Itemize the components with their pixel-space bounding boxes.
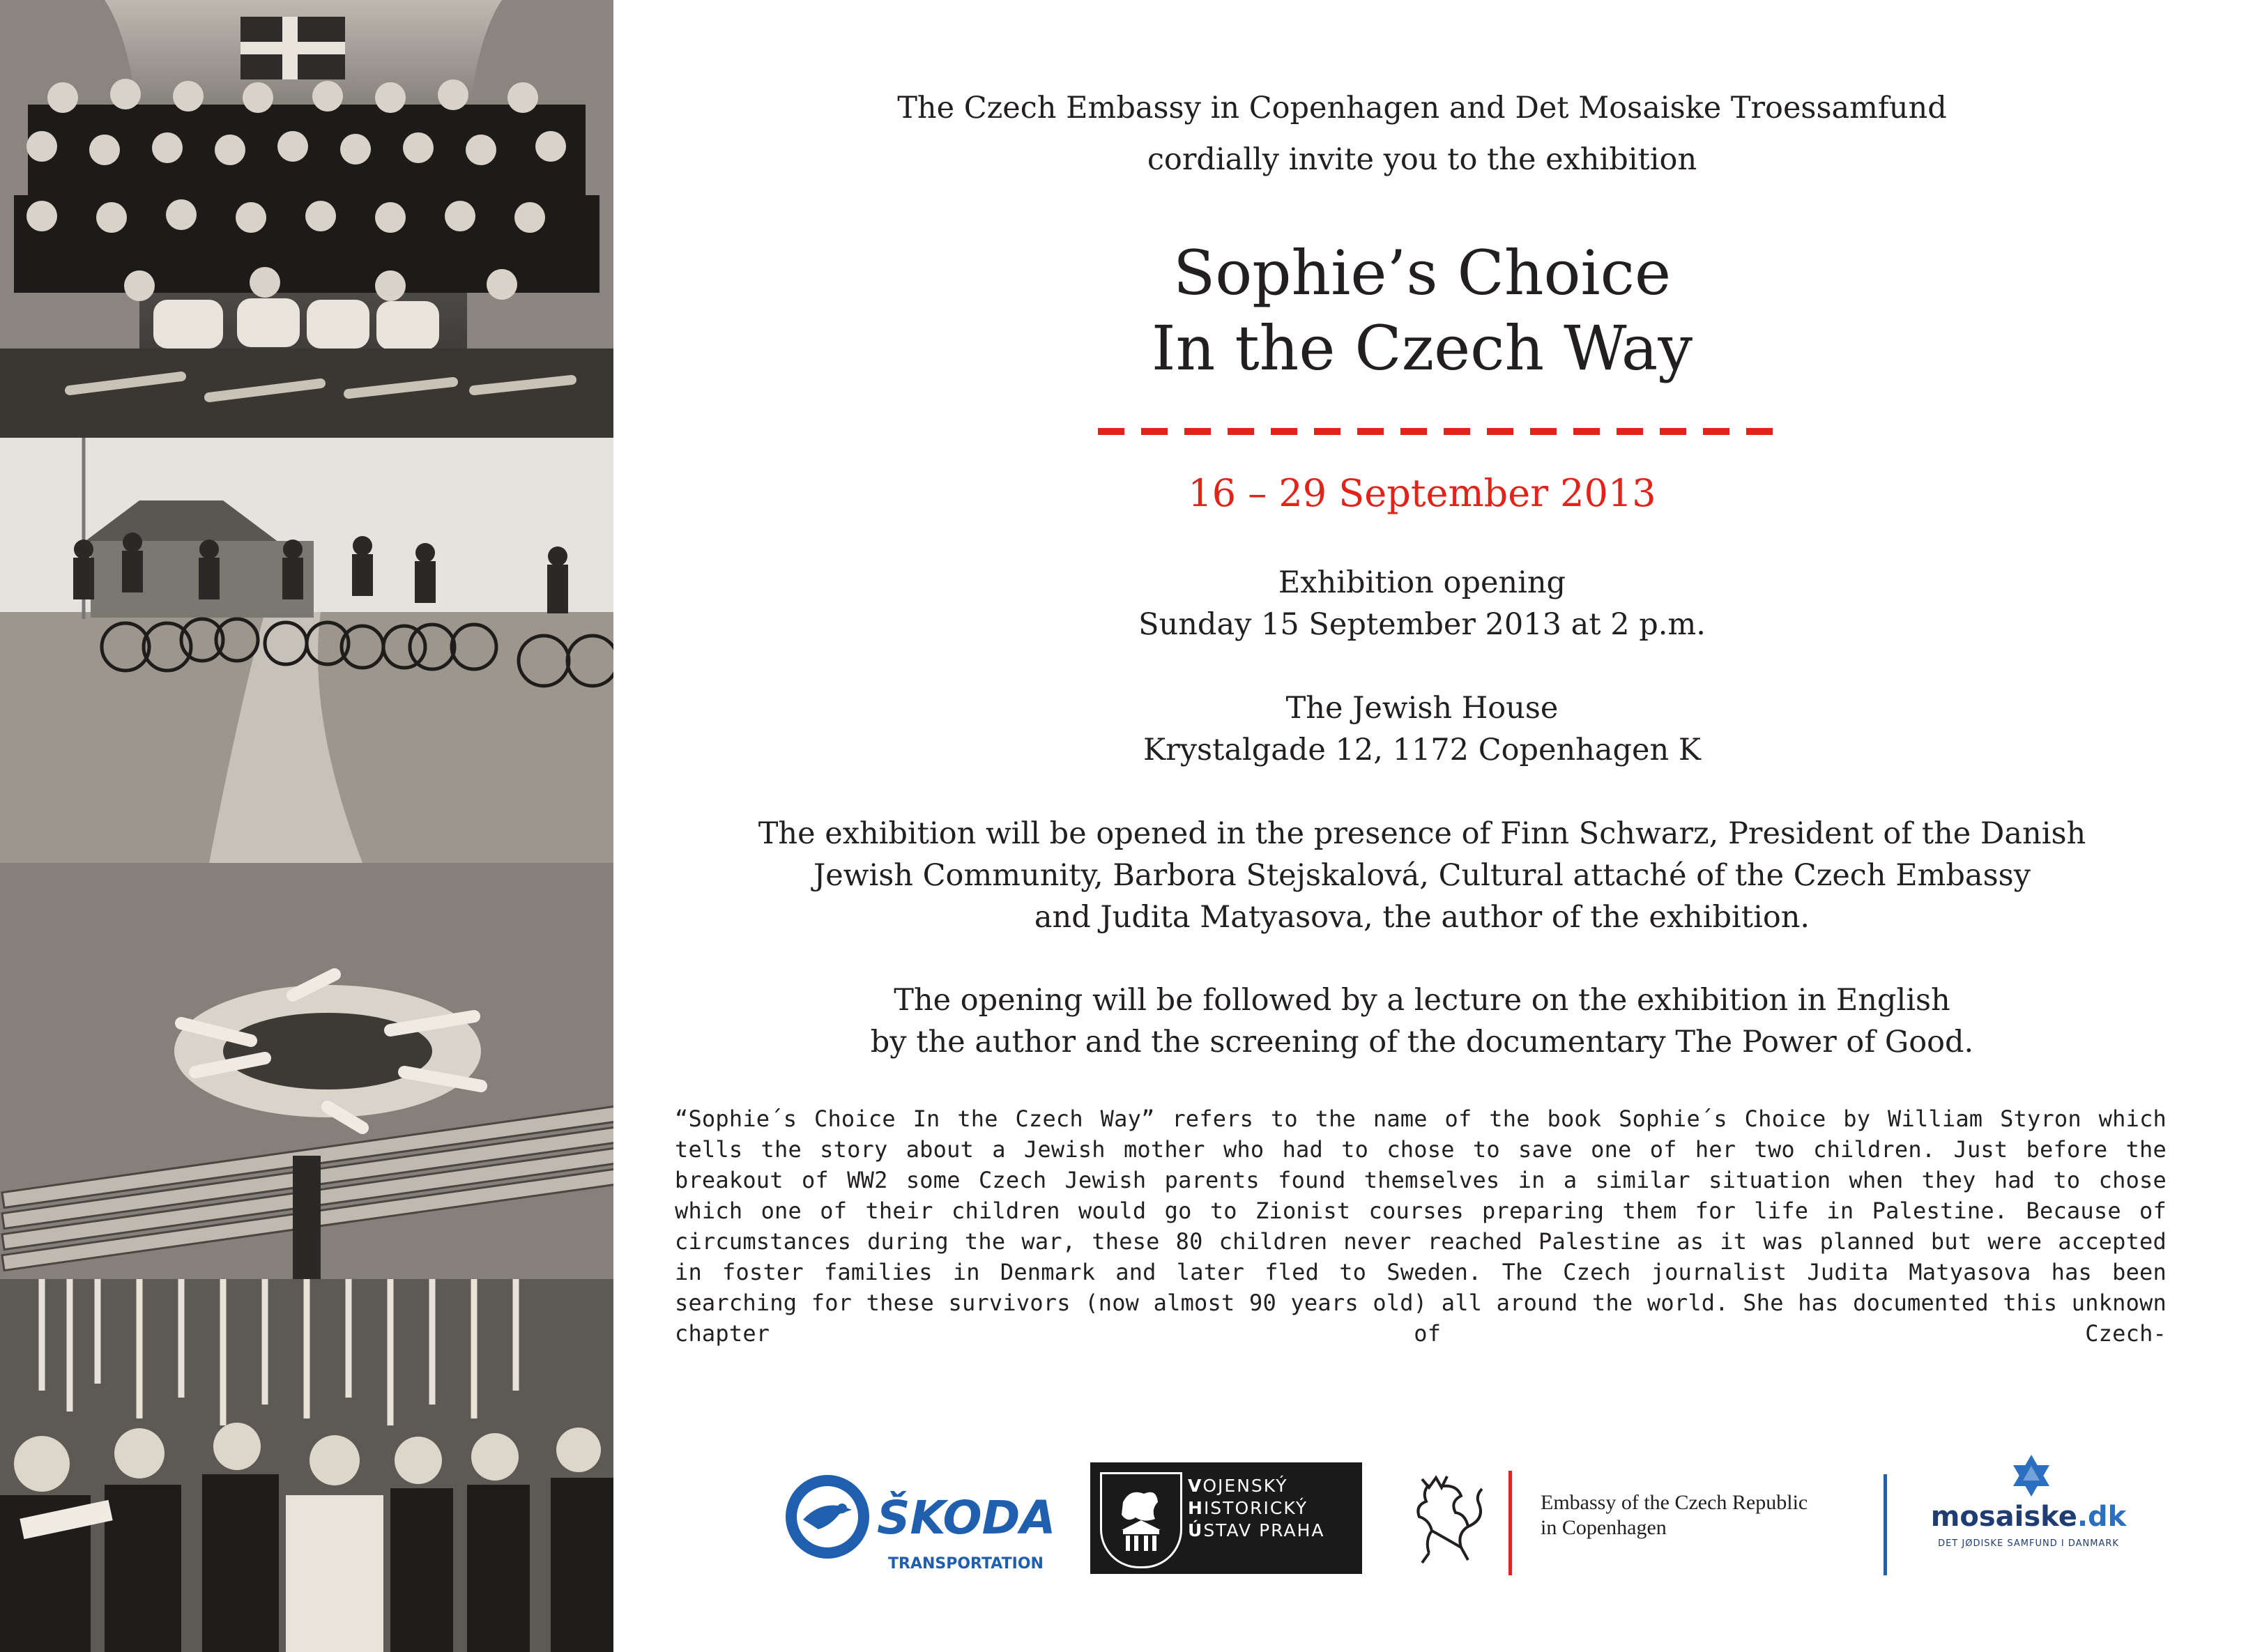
presence-line: and Judita Matyasova, the author of the exhibition. <box>1034 900 1810 935</box>
opening-datetime: Sunday 15 September 2013 at 2 p.m. <box>1138 607 1706 642</box>
presence-line: The exhibition will be opened in the presence of Finn Schwarz, President of the Danish <box>758 816 2086 851</box>
czech-embassy-logo <box>1401 1464 1875 1582</box>
vhu-word: OJENSKÝ <box>1202 1476 1288 1496</box>
skoda-wordmark: ŠKODA <box>877 1491 1054 1545</box>
opening-label: Exhibition opening <box>1278 565 1566 600</box>
embassy-name <box>1541 1490 1808 1540</box>
embassy-line-2: in Copenhagen <box>1541 1516 1667 1539</box>
red-dashed-divider <box>1098 428 1774 435</box>
vhu-line-1 <box>1188 1475 1325 1497</box>
venue-name: The Jewish House <box>1285 691 1559 726</box>
vhu-line-2 <box>1188 1497 1325 1520</box>
vhu-initial: Ú <box>1188 1520 1204 1540</box>
children-lying-in-circle-photo <box>0 863 613 1279</box>
vhu-initial: V <box>1188 1476 1203 1496</box>
vhu-word: STAV PRAHA <box>1203 1520 1325 1540</box>
presence-paragraph <box>669 813 2175 938</box>
hosts-line: The Czech Embassy in Copenhagen and Det Mosaiske Troessamfund <box>897 91 1947 125</box>
blue-vertical-rule <box>1884 1474 1887 1575</box>
mosaiske-name: mosaiske <box>1930 1501 2077 1533</box>
skoda-transportation-logo <box>782 1469 1054 1581</box>
group-portrait-photo <box>0 0 613 438</box>
vhu-initial: H <box>1188 1498 1204 1518</box>
laughing-group-photo <box>0 1279 613 1652</box>
mosaiske-wordmark <box>1924 1501 2133 1533</box>
exhibition-description: “Sophie´s Choice In the Czech Way” refers to the name of the book Sophie´s Choice by William Styron which tells the story about a Jewish mother who had to chose to save one of her two children. Just before the breakout of WW2 some Czech Jewish parents found themselves in a similar situation when they had to chose which one of their children would go to Zionist courses preparing them for life in Palestine. Because of circumstances during the war, these 80 children never reached Palestine as it was planned but were accepted in foster families in Denmark and later fled to Sweden. The Czech journalist Judita Matyasova has been searching for these survivors (now almost 90 years old) all around the world. She has documented this unknown chapter of Czech- <box>675 1106 2167 1347</box>
exhibition-title <box>669 236 2175 386</box>
lecture-line: by the author and the screening of the documentary The Power of Good. <box>870 1025 1974 1060</box>
vhu-line-3 <box>1188 1520 1325 1542</box>
czech-lion-icon <box>1401 1471 1492 1568</box>
embassy-line-1: Embassy of the Czech Republic <box>1541 1491 1808 1514</box>
hosts-block <box>669 82 2175 185</box>
photo-column <box>0 0 613 1652</box>
cyclists-photo <box>0 438 613 863</box>
invitation-line: cordially invite you to the exhibition <box>1147 142 1697 177</box>
venue-address: Krystalgade 12, 1172 Copenhagen K <box>1143 733 1701 767</box>
presence-line: Jewish Community, Barbora Stejskalová, Cultural attaché of the Czech Embassy <box>813 858 2031 893</box>
lion-crest-icon <box>1100 1472 1182 1568</box>
skoda-subtitle: TRANSPORTATION <box>888 1555 1044 1573</box>
mosaiske-logo <box>1924 1453 2133 1579</box>
venue-block <box>669 687 2175 771</box>
vhu-word: ISTORICKÝ <box>1203 1498 1308 1518</box>
title-line-1: Sophie’s Choice <box>1172 237 1672 309</box>
exhibition-dates: 16 – 29 September 2013 <box>1188 471 1656 515</box>
military-history-institute-logo <box>1090 1462 1362 1574</box>
opening-block <box>669 562 2175 645</box>
star-of-david-icon <box>2011 1453 2052 1498</box>
skoda-winged-arrow-icon <box>782 1469 1054 1581</box>
title-line-2: In the Czech Way <box>1151 312 1693 384</box>
mosaiske-subtitle: DET JØDISKE SAMFUND I DANMARK <box>1938 1538 2119 1549</box>
lecture-paragraph <box>669 979 2175 1063</box>
lecture-line: The opening will be followed by a lecture on the exhibition in English <box>894 983 1950 1018</box>
mosaiske-tld: .dk <box>2077 1501 2127 1533</box>
red-vertical-rule <box>1508 1471 1512 1575</box>
